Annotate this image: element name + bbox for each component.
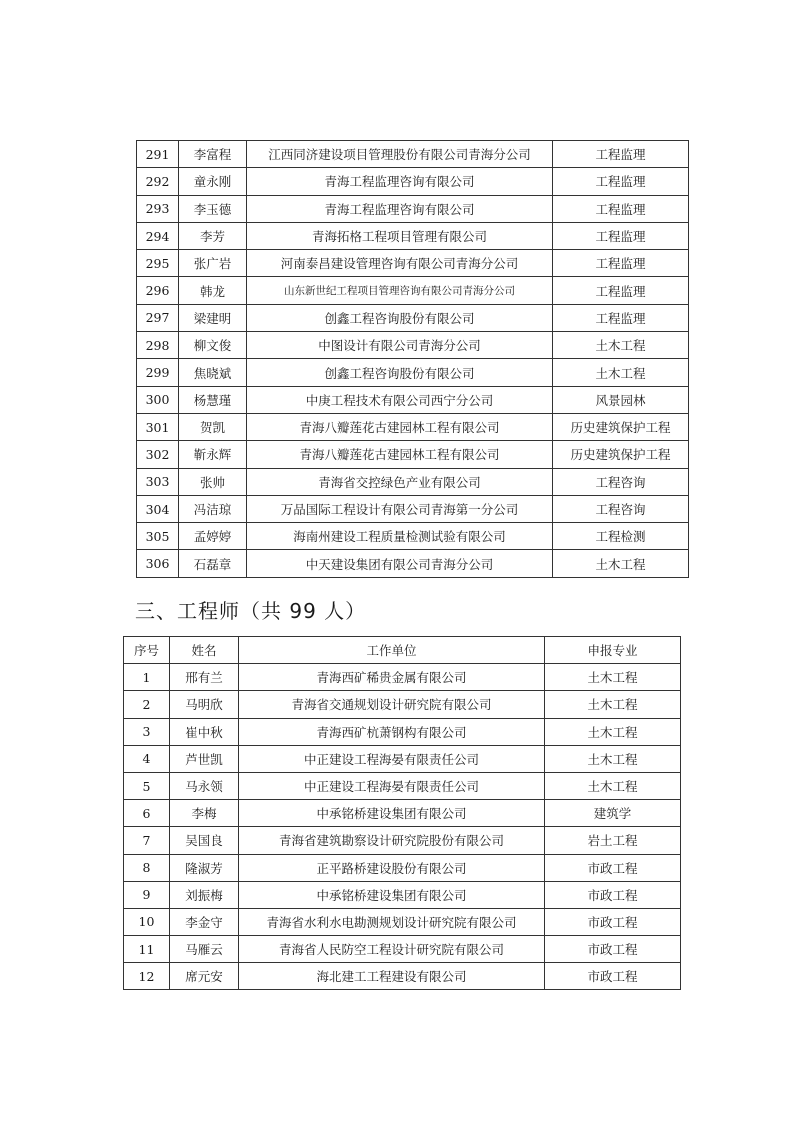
declared-major: 土木工程: [553, 359, 689, 386]
declared-major: 工程监理: [553, 141, 689, 168]
work-unit: 青海工程监理咨询有限公司: [247, 168, 553, 195]
declared-major: 工程咨询: [553, 468, 689, 495]
row-number: 11: [124, 936, 170, 963]
work-unit: 青海西矿稀贵金属有限公司: [239, 664, 545, 691]
row-number: 10: [124, 908, 170, 935]
applicant-name: 柳文俊: [179, 332, 247, 359]
table-row: [124, 718, 681, 745]
work-unit: 青海省人民防空工程设计研究院有限公司: [239, 936, 545, 963]
row-number: 292: [137, 168, 179, 195]
row-number: 293: [137, 195, 179, 222]
declared-major: 风景园林: [553, 386, 689, 413]
declared-major: 市政工程: [545, 881, 681, 908]
declared-major: 工程监理: [553, 304, 689, 331]
row-number: 296: [137, 277, 179, 304]
work-unit: 山东新世纪工程项目管理咨询有限公司青海分公司: [247, 277, 553, 304]
work-unit: 青海省交控绿色产业有限公司: [247, 468, 553, 495]
declared-major: 历史建筑保护工程: [553, 413, 689, 440]
header-declared-major: 申报专业: [545, 637, 681, 664]
declared-major: 工程监理: [553, 222, 689, 249]
table-row: [137, 277, 689, 304]
row-number: 303: [137, 468, 179, 495]
declared-major: 土木工程: [545, 772, 681, 799]
table-row: [124, 881, 681, 908]
applicant-name: 贺凯: [179, 413, 247, 440]
row-number: 6: [124, 800, 170, 827]
applicant-name: 马永领: [170, 772, 239, 799]
work-unit: 海北建工工程建设有限公司: [239, 963, 545, 990]
applicant-name: 冯洁琼: [179, 495, 247, 522]
applicant-name: 吴国良: [170, 827, 239, 854]
work-unit: 正平路桥建设股份有限公司: [239, 854, 545, 881]
work-unit: 海南州建设工程质量检测试验有限公司: [247, 523, 553, 550]
declared-major: 岩土工程: [545, 827, 681, 854]
applicant-name: 李芳: [179, 222, 247, 249]
applicant-table-continued: [136, 140, 689, 578]
work-unit: 青海省水利水电勘测规划设计研究院有限公司: [239, 908, 545, 935]
table-row: [137, 495, 689, 522]
work-unit: 青海八瓣莲花古建园林工程有限公司: [247, 413, 553, 440]
row-number: 12: [124, 963, 170, 990]
table-row: [124, 800, 681, 827]
table-row: [124, 745, 681, 772]
applicant-name: 芦世凯: [170, 745, 239, 772]
work-unit: 青海省交通规划设计研究院有限公司: [239, 691, 545, 718]
declared-major: 土木工程: [553, 550, 689, 577]
table-row: [124, 936, 681, 963]
table-row: [124, 854, 681, 881]
row-number: 1: [124, 664, 170, 691]
work-unit: 中天建设集团有限公司青海分公司: [247, 550, 553, 577]
applicant-name: 邢有兰: [170, 664, 239, 691]
work-unit: 中承铭桥建设集团有限公司: [239, 881, 545, 908]
row-number: 300: [137, 386, 179, 413]
row-number: 291: [137, 141, 179, 168]
applicant-name: 杨慧瑾: [179, 386, 247, 413]
work-unit: 创鑫工程咨询股份有限公司: [247, 359, 553, 386]
table-row: [137, 168, 689, 195]
applicant-name: 隆淑芳: [170, 854, 239, 881]
table-row: [137, 413, 689, 440]
applicant-name: 张帅: [179, 468, 247, 495]
header-work-unit: 工作单位: [239, 637, 545, 664]
declared-major: 市政工程: [545, 963, 681, 990]
applicant-name: 石磊章: [179, 550, 247, 577]
work-unit: 河南泰昌建设管理咨询有限公司青海分公司: [247, 250, 553, 277]
declared-major: 土木工程: [545, 718, 681, 745]
declared-major: 工程检测: [553, 523, 689, 550]
applicant-name: 焦晓斌: [179, 359, 247, 386]
applicant-name: 张广岩: [179, 250, 247, 277]
declared-major: 建筑学: [545, 800, 681, 827]
table-row: [137, 304, 689, 331]
work-unit: 青海拓格工程项目管理有限公司: [247, 222, 553, 249]
table-row: [137, 141, 689, 168]
row-number: 7: [124, 827, 170, 854]
applicant-name: 席元安: [170, 963, 239, 990]
row-number: 4: [124, 745, 170, 772]
table-row: [137, 441, 689, 468]
table-row: [124, 908, 681, 935]
applicant-name: 李金守: [170, 908, 239, 935]
header-name: 姓名: [170, 637, 239, 664]
section-heading-engineers: 三、工程师（共 99 人）: [135, 599, 367, 623]
applicant-name: 梁建明: [179, 304, 247, 331]
table-row: [124, 691, 681, 718]
work-unit: 中庚工程技术有限公司西宁分公司: [247, 386, 553, 413]
applicant-name: 崔中秋: [170, 718, 239, 745]
applicant-name: 李玉德: [179, 195, 247, 222]
applicant-name: 童永刚: [179, 168, 247, 195]
applicant-name: 马明欣: [170, 691, 239, 718]
table-row: [137, 195, 689, 222]
declared-major: 土木工程: [545, 664, 681, 691]
row-number: 295: [137, 250, 179, 277]
row-number: 299: [137, 359, 179, 386]
row-number: 298: [137, 332, 179, 359]
declared-major: 土木工程: [545, 745, 681, 772]
row-number: 294: [137, 222, 179, 249]
work-unit: 青海省建筑勘察设计研究院股份有限公司: [239, 827, 545, 854]
table-row: [137, 523, 689, 550]
table-row: [124, 772, 681, 799]
declared-major: 工程监理: [553, 168, 689, 195]
work-unit: 中正建设工程海晏有限责任公司: [239, 745, 545, 772]
applicant-name: 刘振梅: [170, 881, 239, 908]
row-number: 305: [137, 523, 179, 550]
declared-major: 工程咨询: [553, 495, 689, 522]
table-row: [137, 468, 689, 495]
table-row: [137, 222, 689, 249]
declared-major: 工程监理: [553, 277, 689, 304]
table-row: [124, 963, 681, 990]
work-unit: 青海八瓣莲花古建园林工程有限公司: [247, 441, 553, 468]
engineer-applicant-table: [123, 636, 681, 990]
work-unit: 中图设计有限公司青海分公司: [247, 332, 553, 359]
applicant-name: 马雁云: [170, 936, 239, 963]
row-number: 2: [124, 691, 170, 718]
work-unit: 创鑫工程咨询股份有限公司: [247, 304, 553, 331]
table-row: [137, 550, 689, 577]
declared-major: 土木工程: [553, 332, 689, 359]
table-row: [137, 386, 689, 413]
row-number: 301: [137, 413, 179, 440]
work-unit: 中承铭桥建设集团有限公司: [239, 800, 545, 827]
declared-major: 历史建筑保护工程: [553, 441, 689, 468]
work-unit: 中正建设工程海晏有限责任公司: [239, 772, 545, 799]
table-row: [137, 359, 689, 386]
table-row: [124, 827, 681, 854]
applicant-name: 孟婷婷: [179, 523, 247, 550]
table-row: [137, 250, 689, 277]
work-unit: 青海西矿杭萧钢构有限公司: [239, 718, 545, 745]
declared-major: 土木工程: [545, 691, 681, 718]
row-number: 297: [137, 304, 179, 331]
row-number: 5: [124, 772, 170, 799]
declared-major: 工程监理: [553, 195, 689, 222]
applicant-name: 靳永辉: [179, 441, 247, 468]
work-unit: 青海工程监理咨询有限公司: [247, 195, 553, 222]
table-row: [124, 664, 681, 691]
row-number: 9: [124, 881, 170, 908]
row-number: 8: [124, 854, 170, 881]
header-number: 序号: [124, 637, 170, 664]
row-number: 306: [137, 550, 179, 577]
applicant-name: 李梅: [170, 800, 239, 827]
declared-major: 工程监理: [553, 250, 689, 277]
row-number: 304: [137, 495, 179, 522]
table-header-row: [124, 637, 681, 664]
work-unit: 万品国际工程设计有限公司青海第一分公司: [247, 495, 553, 522]
declared-major: 市政工程: [545, 908, 681, 935]
work-unit: 江西同济建设项目管理股份有限公司青海分公司: [247, 141, 553, 168]
table-row: [137, 332, 689, 359]
declared-major: 市政工程: [545, 936, 681, 963]
row-number: 302: [137, 441, 179, 468]
applicant-name: 韩龙: [179, 277, 247, 304]
row-number: 3: [124, 718, 170, 745]
declared-major: 市政工程: [545, 854, 681, 881]
applicant-name: 李富程: [179, 141, 247, 168]
